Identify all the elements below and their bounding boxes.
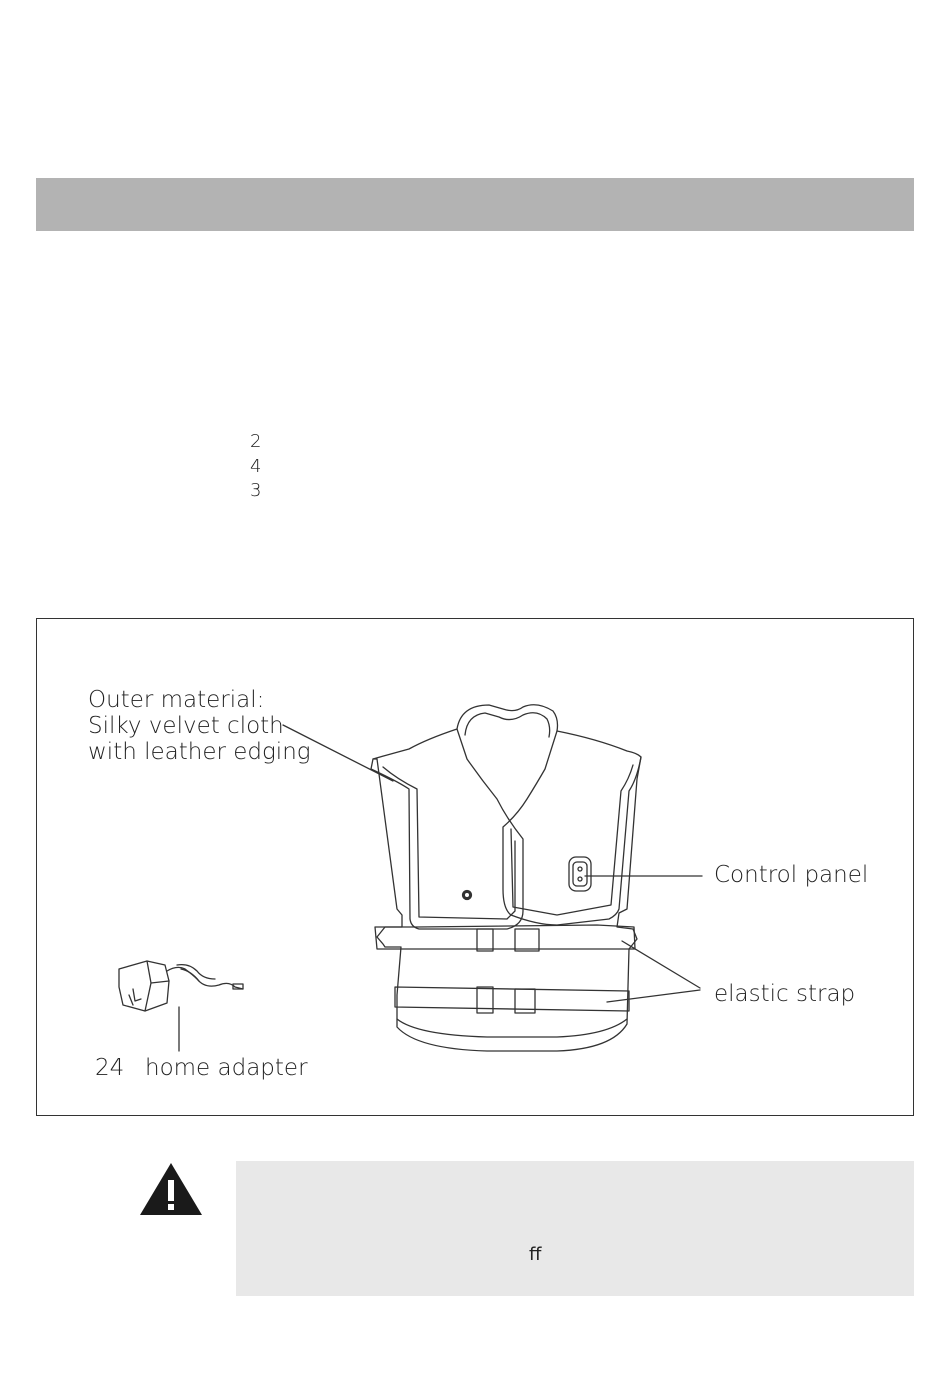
outer-label-line: Silky velvet cloth xyxy=(88,713,284,739)
warning-box xyxy=(236,1161,914,1296)
list-number: 4 xyxy=(250,455,262,477)
warning-text: ﬀ xyxy=(529,1244,542,1265)
list-number: 2 xyxy=(250,431,262,452)
product-diagram xyxy=(36,618,914,1116)
outer-material-label xyxy=(88,687,311,765)
section-header-bar xyxy=(36,178,914,231)
home-adapter-label: home adapter xyxy=(145,1055,308,1081)
number-list xyxy=(250,430,261,504)
elastic-strap-label: elastic strap xyxy=(714,981,856,1007)
outer-label-line: Outer material: xyxy=(88,687,265,713)
strap-leader-top xyxy=(622,941,700,988)
list-number: 3 xyxy=(250,480,262,501)
control-panel-label: Control panel xyxy=(714,862,869,888)
warning-triangle-icon xyxy=(139,1162,203,1216)
adapter-number: 24 xyxy=(95,1055,125,1081)
outer-label-line: with leather edging xyxy=(88,739,311,765)
strap-leader-bottom xyxy=(607,990,700,1002)
